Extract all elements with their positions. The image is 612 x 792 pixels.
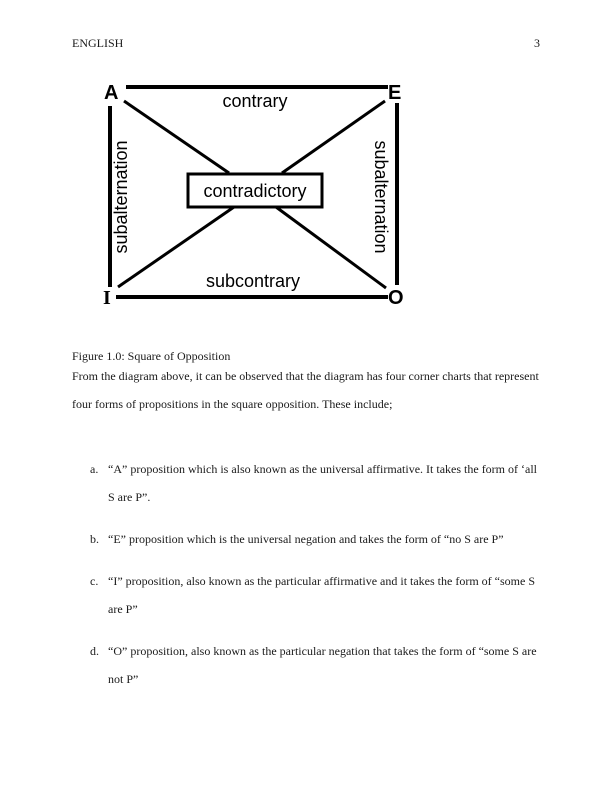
corner-o-label: O <box>388 287 404 309</box>
diagonal-e-line <box>282 101 385 173</box>
running-head: ENGLISH <box>72 36 124 50</box>
list-item <box>72 567 542 623</box>
intro-paragraph: From the diagram above, it can be observed that the diagram has four corner charts that represent four forms of propositions in the square opposition. These include; <box>72 369 539 411</box>
figure-caption: Figure 1.0: Square of Opposition <box>72 349 231 363</box>
proposition-list <box>72 455 542 707</box>
left-subalternation-label: subalternation <box>111 140 131 254</box>
list-item <box>72 455 542 511</box>
list-item <box>72 525 542 553</box>
contrary-label: contrary <box>222 91 288 111</box>
list-item <box>72 637 542 693</box>
list-marker: c. <box>90 574 99 588</box>
list-marker: d. <box>90 644 99 658</box>
square-of-opposition-diagram <box>95 75 415 310</box>
list-item-text: “E” proposition which is the universal negation and takes the form of “no S are P” <box>108 532 504 546</box>
page-number: 3 <box>534 36 540 50</box>
corner-e-label: E <box>388 82 402 104</box>
corner-i-label: I <box>103 287 111 309</box>
subcontrary-label: subcontrary <box>205 271 301 291</box>
right-subalternation-label: subalternation <box>371 140 391 254</box>
diagonal-a-line <box>124 101 229 173</box>
corner-a-label: A <box>104 82 119 104</box>
contradictory-label: contradictory <box>203 181 307 201</box>
list-item-text: “O” proposition, also known as the particular negation that takes the form of “some S are not P” <box>108 644 537 686</box>
list-marker: a. <box>90 462 99 476</box>
list-marker: b. <box>90 532 99 546</box>
list-item-text: “I” proposition, also known as the particular affirmative and it takes the form of “some S are P” <box>108 574 535 616</box>
list-item-text: “A” proposition which is also known as the universal affirmative. It takes the form of ‘all S are P”. <box>108 462 537 504</box>
